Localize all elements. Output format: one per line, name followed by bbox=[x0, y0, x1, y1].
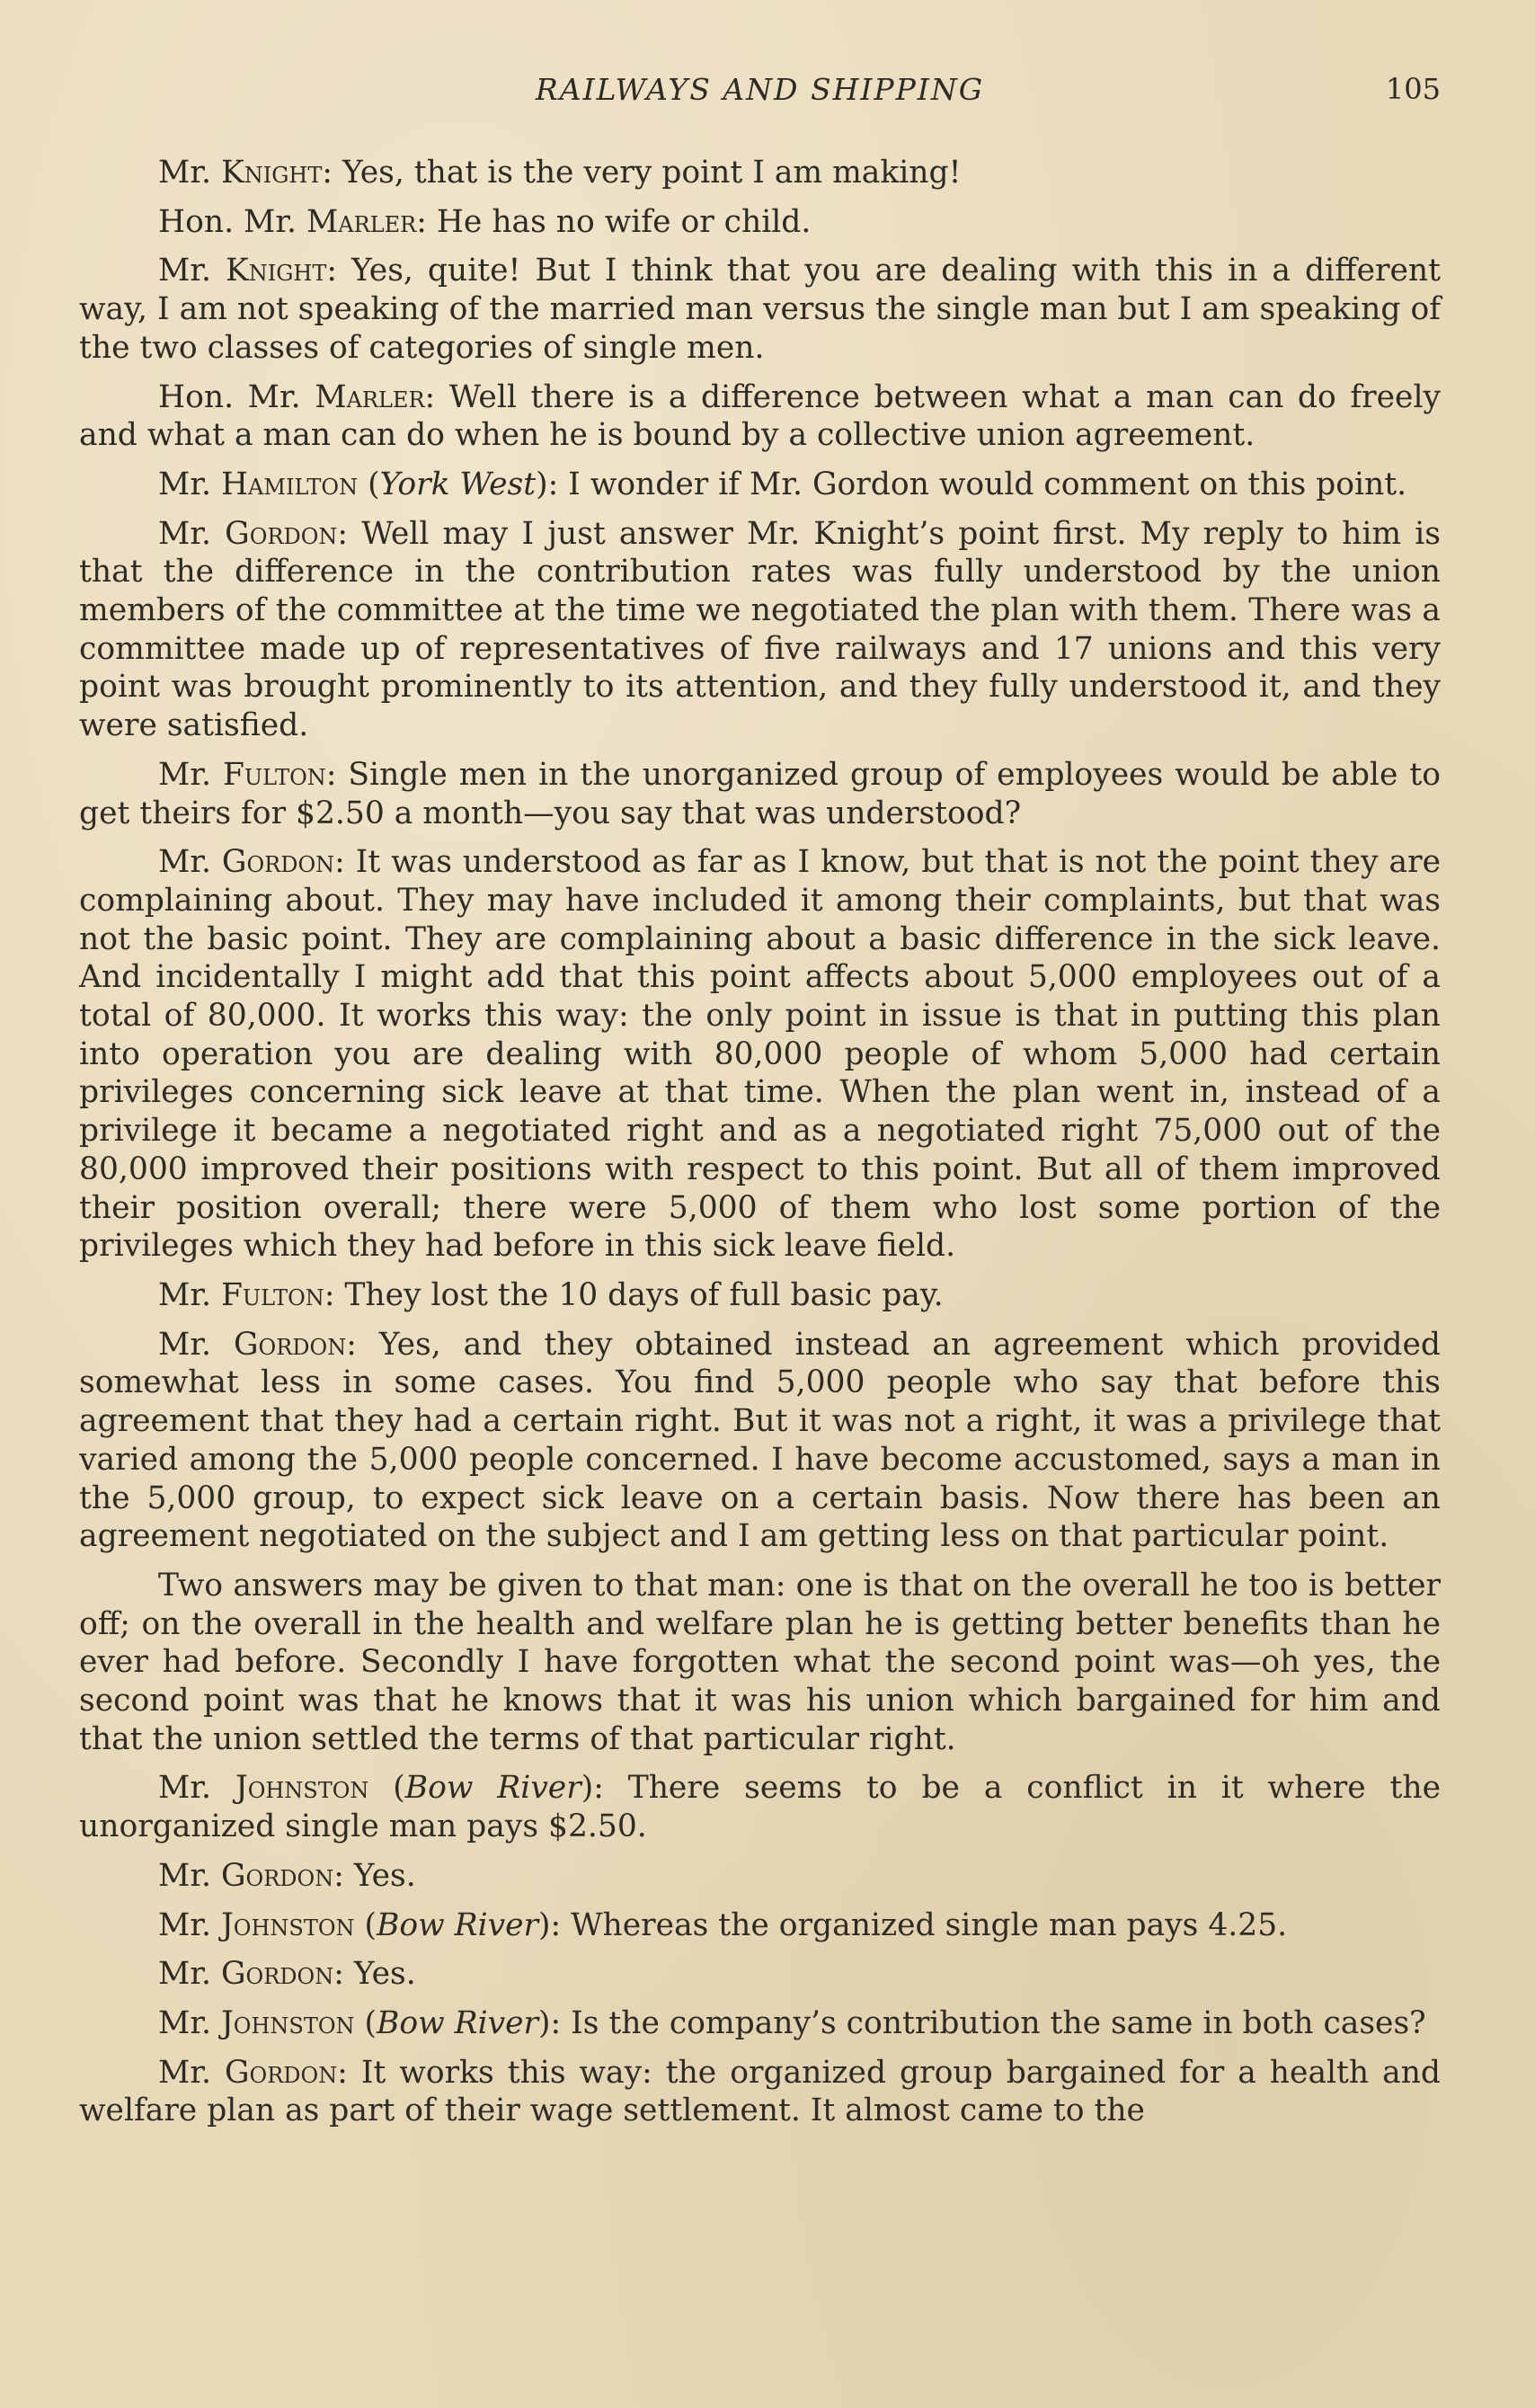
transcript-paragraph bbox=[79, 843, 1441, 1266]
paragraph-text: Yes. bbox=[353, 1857, 416, 1894]
paragraph-text: Yes. bbox=[353, 1956, 416, 1993]
paragraph-text: It was understood as far as I know, but that is not the point they are complaining about. They may have included it among their complaints, but that was not the basic point. They are complaining about a basic difference in the sick leave. And incidentally I might add that this point affects about 5,000 employees out of a total of 80,000. It works this way: the only point in issue is that in putting this plan into operation you are dealing with 80,000 people of whom 5,000 had certain privileges concerning sick leave at that time. When the plan went in, instead of a privilege it became a negotiated right and as a negotiated right 75,000 out of the 80,000 improved their positions with respect to this point. But all of them improved their position overall; there were 5,000 of them who lost some portion of the privileges which they had before in this sick leave field. bbox=[79, 844, 1441, 1265]
transcript-paragraph bbox=[79, 1276, 1441, 1315]
transcript-paragraph: Mr. Johnston (Bow River): Whereas the organized single man pays 4.25. bbox=[158, 1906, 1288, 1943]
speaker-colon: : bbox=[337, 2054, 361, 2091]
transcript-paragraph bbox=[79, 515, 1441, 745]
paragraph-text: He has no wife or child. bbox=[436, 203, 812, 240]
transcript-paragraph bbox=[79, 2054, 1441, 2130]
transcript-paragraph bbox=[79, 378, 1441, 455]
speaker-name: Marler bbox=[315, 378, 425, 415]
transcript-paragraph bbox=[79, 154, 1441, 192]
speaker-title: Mr. bbox=[158, 155, 221, 191]
transcript-paragraph bbox=[79, 252, 1441, 367]
speaker-name: Gordon bbox=[221, 844, 335, 881]
speaker-title: Mr. bbox=[158, 2004, 221, 2041]
speaker-name: Gordon bbox=[233, 1326, 347, 1363]
speaker-name: Gordon bbox=[224, 2054, 338, 2091]
speaker-colon: : bbox=[333, 1857, 354, 1894]
speaker-constituency: Bow River bbox=[404, 1770, 581, 1807]
paragraph-text: Well may I just answer Mr. Knight’s point first. My reply to him is that the difference in the contribution rates was fully understood by the union members of the committee at the time we negotiated the plan with them. There was a committee made up of representatives of five railways and 17 unions and this very point was brought prominently to its attention, and they fully understood it, and they were satisfied. bbox=[79, 515, 1441, 744]
paragraph-text: There seems to be a conflict in it where the unorganized single man pays $2.50. bbox=[79, 1770, 1442, 1845]
paragraph-text: Two answers may be given to that man: one is that on the overall he too is better off; on the overall in the health and welfare plan he is getting better benefits than he ever had before. Secondly I have forgotten what the second point was—oh yes, the second point was that he knows that it was his union which bargained for him and that the union settled the terms of that particular right. bbox=[79, 1567, 1441, 1757]
speaker-colon: : bbox=[333, 1956, 354, 1993]
speaker-name: Hamilton bbox=[220, 466, 359, 502]
transcript-paragraph: Mr. Johnston (Bow River): There seems to be a conflict in it where the unorganized single man pays $2.50. bbox=[79, 1770, 1442, 1845]
transcript-paragraph bbox=[79, 1326, 1441, 1556]
speaker-colon: : bbox=[326, 253, 352, 289]
transcript-paragraph bbox=[79, 203, 1441, 242]
speaker-name: Johnston bbox=[220, 1906, 355, 1943]
paragraph-text: Yes, and they obtained instead an agreement which provided somewhat less in some cases. You find 5,000 people who say that before this agreement that they had a certain right. But it was not a right, it was a privilege that varied among the 5,000 people concerned. I have become accustomed, says a man in the 5,000 group, to expect sick leave on a certain basis. Now there has been an agreement negotiated on the subject and I am getting less on that particular point. bbox=[79, 1326, 1441, 1555]
speaker-colon: : bbox=[346, 1326, 379, 1363]
speaker-colon: : bbox=[424, 378, 449, 415]
speaker-title: Hon. Mr. bbox=[158, 378, 315, 415]
speaker-name: Gordon bbox=[220, 1956, 334, 1993]
paragraph-text: I wonder if Mr. Gordon would comment on this point. bbox=[568, 466, 1407, 502]
speaker-title: Mr. bbox=[158, 2054, 225, 2091]
speaker-name: Fulton bbox=[220, 1276, 324, 1313]
speaker-constituency: Bow River bbox=[376, 1906, 538, 1943]
paragraph-text: Is the company’s contribution the same in both cases? bbox=[571, 2004, 1426, 2041]
transcript-paragraph: Mr. Hamilton (York West): I wonder if Mr. Gordon would comment on this point. bbox=[158, 466, 1407, 502]
transcript-paragraph: Mr. Johnston (Bow River): Is the company’s contribution the same in both cases? bbox=[158, 2004, 1426, 2041]
speaker-title: Mr. bbox=[158, 1906, 221, 1943]
speaker-name: Johnston bbox=[235, 1770, 369, 1807]
speaker-colon: : bbox=[550, 1906, 572, 1943]
speaker-title: Mr. bbox=[158, 466, 221, 502]
transcript-paragraph bbox=[79, 1567, 1441, 1759]
speaker-colon: : bbox=[334, 844, 356, 881]
speaker-title: Mr. bbox=[158, 1770, 235, 1807]
speaker-title: Mr. bbox=[158, 1276, 221, 1313]
speaker-name: Johnston bbox=[220, 2004, 355, 2041]
speaker-colon: : bbox=[547, 466, 569, 502]
speaker-title: Mr. bbox=[158, 515, 226, 552]
paragraph-text: Well there is a difference between what a man can do freely and what a man can do when he is bound by a collective union agreement. bbox=[79, 378, 1441, 454]
speaker-colon: : bbox=[322, 155, 342, 191]
speaker-colon: : bbox=[324, 1276, 345, 1313]
transcript-body bbox=[79, 154, 1441, 2141]
speaker-title: Mr. bbox=[158, 1326, 234, 1363]
paragraph-text: Yes, that is the very point I am making! bbox=[342, 155, 962, 191]
speaker-colon: : bbox=[593, 1770, 628, 1807]
speaker-constituency: Bow River bbox=[376, 2004, 538, 2041]
speaker-title: Mr. bbox=[158, 844, 222, 881]
speaker-colon: : bbox=[550, 2004, 572, 2041]
transcript-paragraph bbox=[79, 756, 1441, 832]
paragraph-text: Yes, quite! But I think that you are dealing with this in a different way, I am not speaking of the married man versus the single man but I am speaking of the two classes of categories of single men. bbox=[79, 253, 1441, 366]
paragraph-text: It works this way: the organized group bargained for a health and welfare plan as part of their wage settlement. It almost came to the bbox=[79, 2054, 1441, 2129]
speaker-colon: : bbox=[325, 756, 349, 793]
speaker-title: Mr. bbox=[158, 1956, 221, 1993]
speaker-name: Fulton bbox=[222, 756, 326, 793]
page-header bbox=[79, 72, 1441, 117]
speaker-colon: : bbox=[337, 515, 362, 552]
speaker-name: Gordon bbox=[220, 1857, 334, 1894]
speaker-constituency: York West bbox=[379, 466, 537, 502]
speaker-title: Mr. bbox=[158, 756, 223, 793]
page-number: 105 bbox=[1385, 72, 1441, 106]
paragraph-text: Whereas the organized single man pays 4.25. bbox=[571, 1906, 1288, 1943]
transcript-paragraph bbox=[79, 1857, 1441, 1896]
speaker-name: Knight bbox=[226, 253, 327, 289]
speaker-name: Gordon bbox=[225, 515, 338, 552]
paragraph-text: Single men in the unorganized group of employees would be able to get theirs for $2.50 a month—you say that was understood? bbox=[79, 756, 1441, 831]
speaker-title: Mr. bbox=[158, 1857, 221, 1894]
speaker-name: Marler bbox=[306, 203, 417, 240]
speaker-colon: : bbox=[416, 203, 437, 240]
speaker-title: Mr. bbox=[158, 253, 226, 289]
speaker-title: Hon. Mr. bbox=[158, 203, 306, 240]
transcript-paragraph bbox=[79, 1955, 1441, 1994]
paragraph-text: They lost the 10 days of full basic pay. bbox=[344, 1276, 944, 1313]
speaker-name: Knight bbox=[220, 155, 323, 191]
running-title: RAILWAYS AND SHIPPING bbox=[535, 72, 985, 107]
